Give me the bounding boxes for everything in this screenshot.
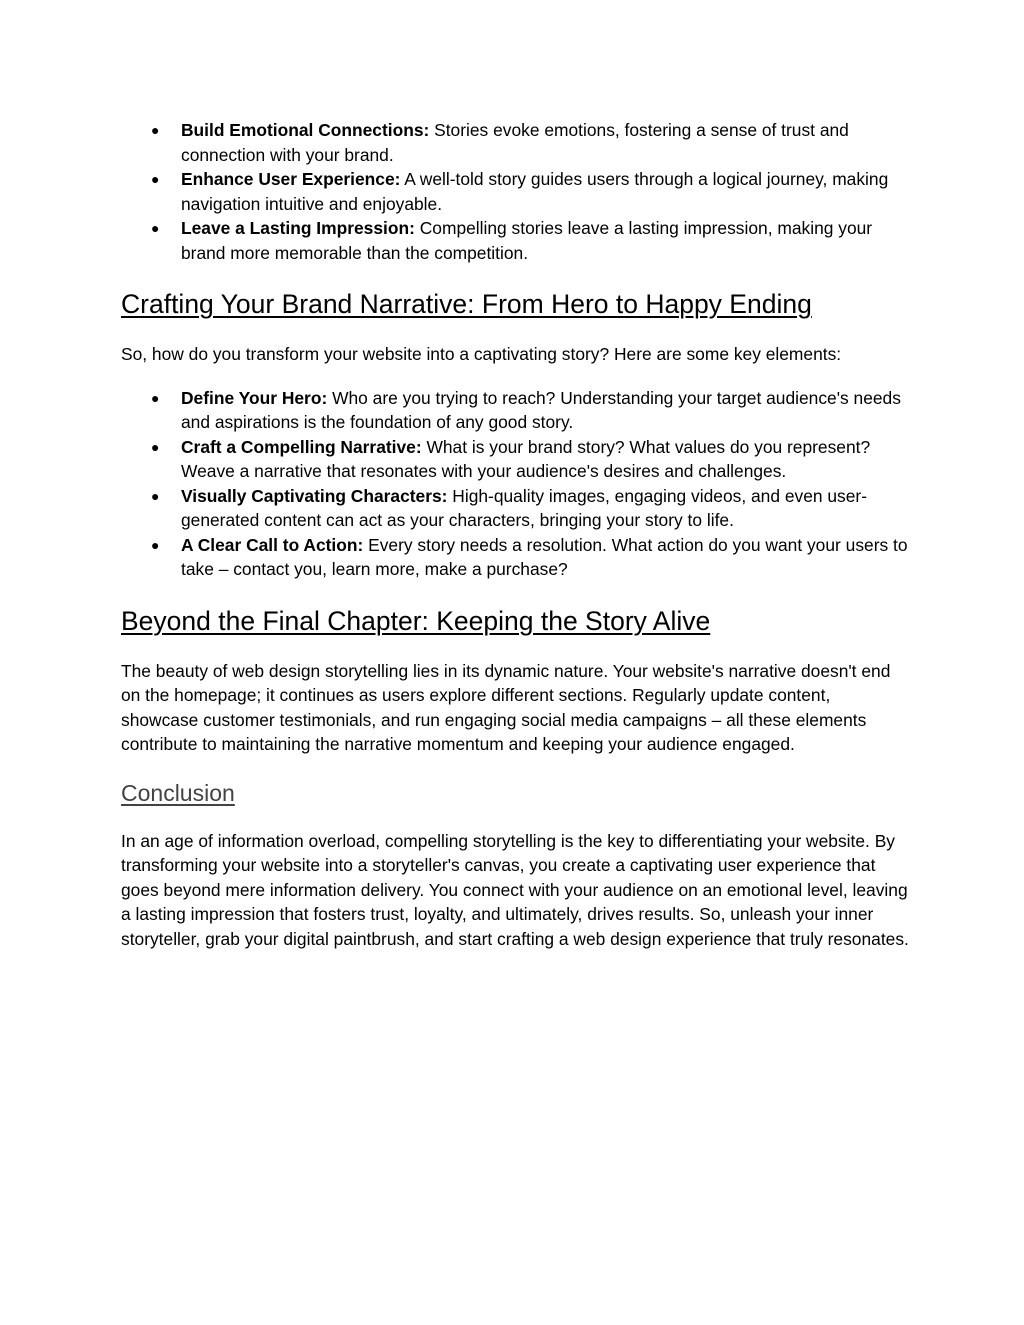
list-item xyxy=(121,533,911,582)
bullet-icon: ● xyxy=(151,171,160,187)
bullet-text: Compelling stories leave a lasting impression, making your brand more memorable than the competition. xyxy=(181,218,873,263)
bullet-term: Leave a Lasting Impression: xyxy=(181,218,415,238)
list-item xyxy=(121,435,911,484)
list-item xyxy=(121,484,911,533)
section-intro-paragraph: So, how do you transform your website into a captivating story? Here are some key elements: xyxy=(121,344,842,364)
section-heading-keeping-story-alive: Beyond the Final Chapter: Keeping the Story Alive xyxy=(121,605,711,636)
intro-bullet-list xyxy=(121,118,911,265)
list-item xyxy=(121,167,911,216)
bullet-text: What is your brand story? What values do you represent? Weave a narrative that resonates with your audience's desires and challenges. xyxy=(181,436,871,481)
bullet-icon: ● xyxy=(151,536,160,553)
conclusion-paragraph: In an age of information overload, compelling storytelling is the key to differentiating your website. By transforming your website into a storyteller's canvas, you create a captivating user experience that goes beyond mere information delivery. You connect with your audience on an emotional level, leaving a lasting impression that fosters trust, loyalty, and ultimately, drives results. So, unleash your inner storyteller, grab your digital paintbrush, and start crafting a web design experience that truly resonates. xyxy=(121,830,909,949)
bullet-term: Visually Captivating Characters: xyxy=(181,485,448,506)
bullet-icon: ● xyxy=(151,487,160,504)
bullet-icon: ● xyxy=(151,389,160,406)
bullet-term: Build Emotional Connections: xyxy=(181,120,430,140)
key-elements-bullet-list xyxy=(121,386,911,582)
section-heading-brand-narrative: Crafting Your Brand Narrative: From Hero to Happy Ending xyxy=(121,289,812,319)
bullet-text: Every story needs a resolution. What action do you want your users to take – contact you, learn more, make a purchase? xyxy=(181,534,908,579)
document-page xyxy=(121,118,911,951)
bullet-term: Craft a Compelling Narrative: xyxy=(181,436,422,457)
bullet-icon: ● xyxy=(151,220,160,236)
bullet-text: Who are you trying to reach? Understanding your target audience's needs and aspirations is the foundation of any good story. xyxy=(181,387,901,432)
bullet-icon: ● xyxy=(151,438,160,455)
section-heading-conclusion: Conclusion xyxy=(121,779,235,806)
bullet-icon: ● xyxy=(151,122,160,138)
bullet-text: Stories evoke emotions, fostering a sense of trust and connection with your brand. xyxy=(181,120,849,165)
section-body-paragraph: The beauty of web design storytelling lies in its dynamic nature. Your website's narrative doesn't end on the homepage; it continues as users explore different sections. Regularly update content, showcase customer testimonials, and run engaging social media campaigns – all these elements contribute to maintaining the narrative momentum and keeping your audience engaged. xyxy=(121,660,891,754)
bullet-text: A well-told story guides users through a logical journey, making navigation intuitive and enjoyable. xyxy=(181,169,889,214)
list-item xyxy=(121,386,911,435)
bullet-text: High-quality images, engaging videos, and even user-generated content can act as your characters, bringing your story to life. xyxy=(181,485,867,530)
bullet-term: Define Your Hero: xyxy=(181,387,328,408)
list-item xyxy=(121,118,911,167)
bullet-term: A Clear Call to Action: xyxy=(181,534,364,555)
list-item xyxy=(121,216,911,265)
bullet-term: Enhance User Experience: xyxy=(181,169,401,189)
